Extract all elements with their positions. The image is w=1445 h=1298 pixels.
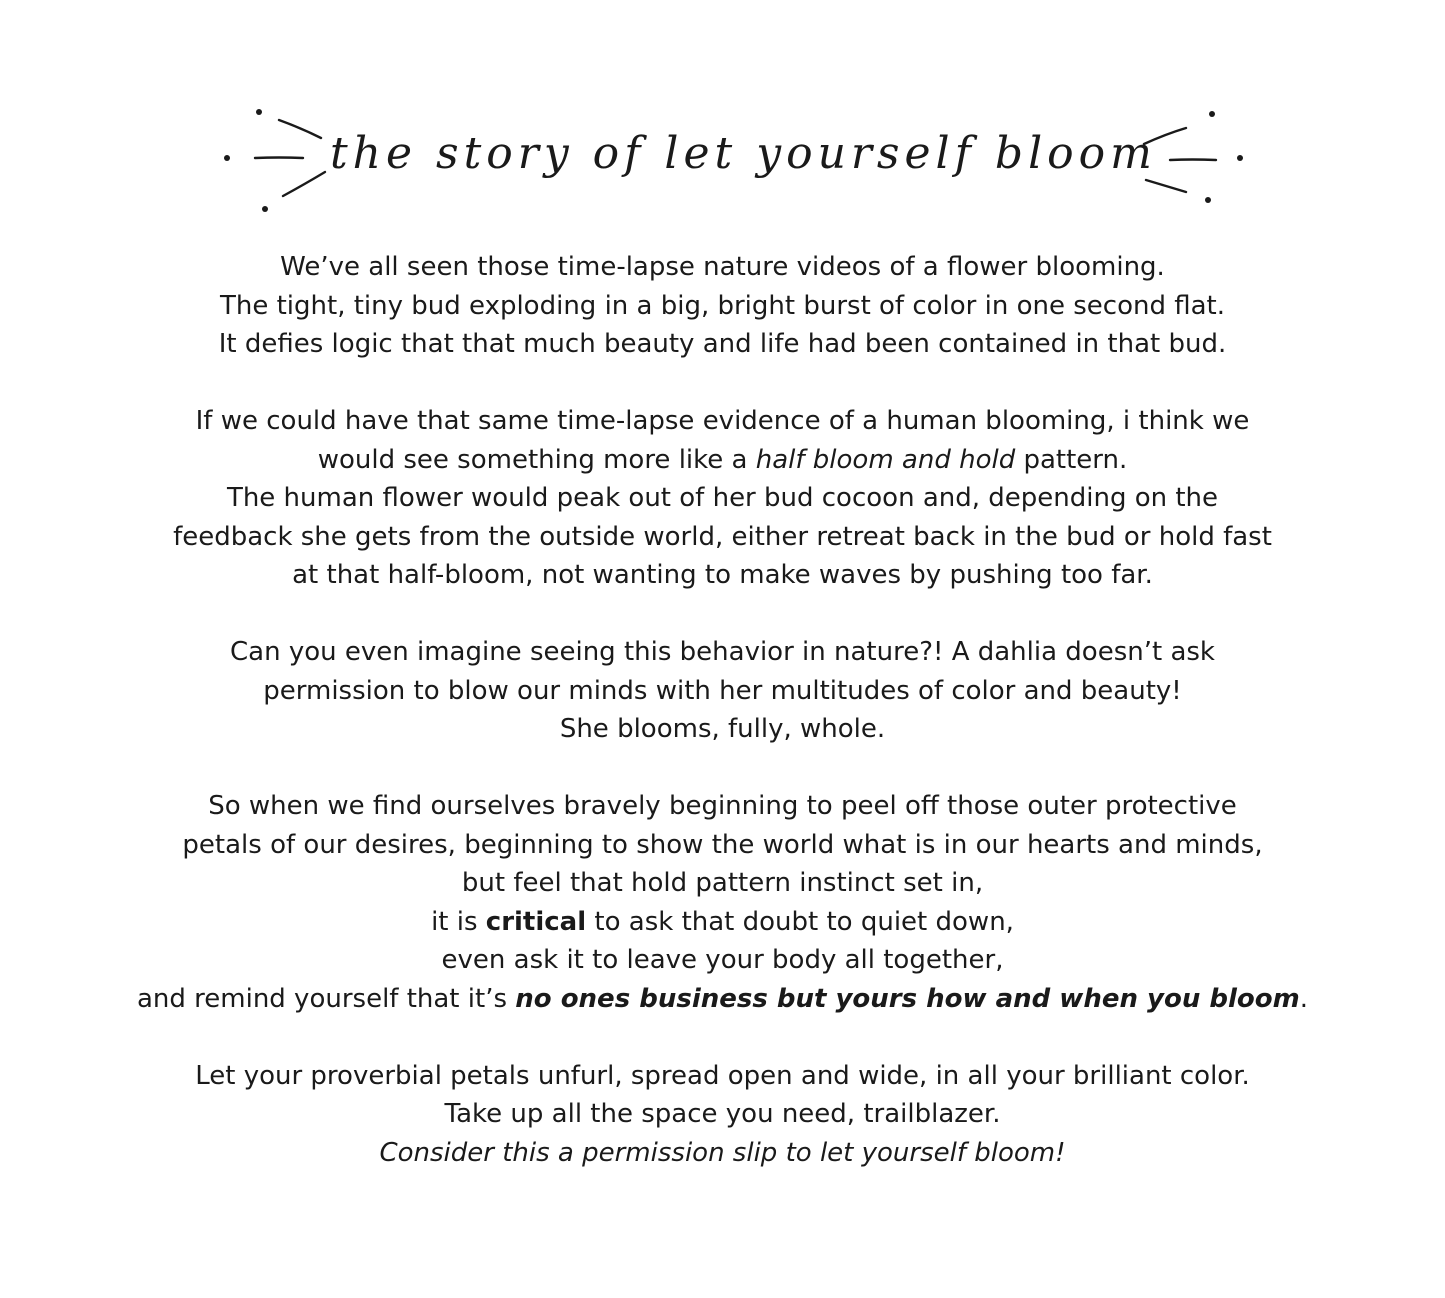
story-body	[100, 248, 1345, 1211]
right-flourish-icon	[1130, 100, 1250, 215]
text-line	[100, 903, 1345, 942]
text-segment: and remind yourself that it’s	[136, 983, 516, 1014]
text-line: If we could have that same time-lapse evidence of a human blooming, i think we	[195, 406, 1250, 436]
text-line: It defies logic that that much beauty and life had been contained in that bud.	[218, 329, 1227, 359]
text-line: So when we find ourselves bravely beginning to peel off those outer protective	[208, 791, 1237, 821]
closing-line	[100, 1134, 1345, 1173]
title-banner	[0, 100, 1445, 215]
bold-italic-phrase: no ones business but yours how and when you bloom	[515, 983, 1300, 1014]
paragraph-4	[100, 787, 1345, 1018]
paragraph-2	[100, 402, 1345, 595]
text-segment: .	[1299, 983, 1309, 1014]
text-segment: pattern.	[1015, 444, 1128, 475]
text-line: Can you even imagine seeing this behavior in nature?! A dahlia doesn’t ask	[230, 637, 1215, 667]
text-line: Let your proverbial petals unfurl, spread open and wide, in all your brilliant color.	[195, 1060, 1250, 1091]
text-line	[100, 980, 1345, 1019]
text-line: even ask it to leave your body all together,	[441, 945, 1004, 975]
italic-phrase: half bloom and hold	[755, 444, 1016, 475]
left-flourish-icon	[215, 100, 335, 215]
text-line: Take up all the space you need, trailblazer.	[444, 1099, 1001, 1129]
text-line: The human flower would peak out of her bud cocoon and, depending on the	[226, 483, 1219, 513]
text-line: permission to blow our minds with her multitudes of color and beauty!	[263, 675, 1182, 706]
closing-emphasis: Consider this a permission slip to let yourself bloom!	[379, 1137, 1066, 1168]
paragraph-5	[100, 1057, 1345, 1173]
text-line: She blooms, fully, whole.	[559, 714, 886, 744]
text-line: petals of our desires, beginning to show the world what is in our hearts and minds,	[182, 829, 1263, 860]
text-segment: would see something more like a	[317, 444, 756, 475]
text-line: at that half-bloom, not wanting to make waves by pushing too far.	[292, 560, 1153, 590]
bold-word: critical	[485, 906, 587, 937]
page-title: the story of let yourself bloom	[330, 128, 1157, 179]
text-line: feedback she gets from the outside world, either retreat back in the bud or hold fast	[173, 521, 1272, 552]
paragraph-3	[100, 633, 1345, 749]
text-line: but feel that hold pattern instinct set in,	[461, 868, 984, 898]
text-line: The tight, tiny bud exploding in a big, bright burst of color in one second flat.	[219, 290, 1226, 321]
paragraph-1	[100, 248, 1345, 364]
text-line: We’ve all seen those time-lapse nature videos of a flower blooming.	[280, 252, 1165, 282]
text-segment: to ask that doubt to quiet down,	[586, 906, 1014, 937]
text-line	[100, 441, 1345, 480]
text-segment: it is	[431, 906, 486, 937]
